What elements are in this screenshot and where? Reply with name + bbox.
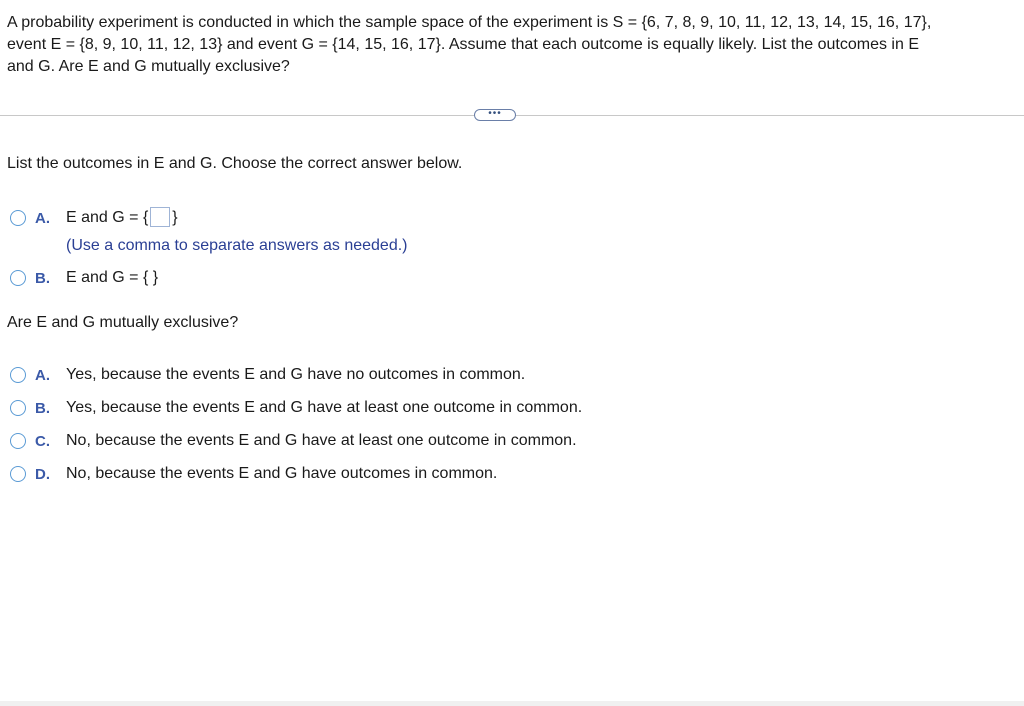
option-letter: A. [35, 209, 50, 227]
answer-input-box[interactable] [150, 207, 170, 227]
radio-button-icon[interactable] [10, 400, 26, 416]
radio-button-icon[interactable] [10, 270, 26, 286]
option-text: Yes, because the events E and G have no outcomes in common. [66, 366, 526, 383]
option-text-after: } [172, 209, 178, 227]
option-text: Yes, because the events E and G have at least one outcome in common. [66, 399, 583, 416]
question-line-1: A probability experiment is conducted in which the sample space of the experiment is S = {6, 7, 8, 9, 10, 11, 12, 13, 14, 15, 16, 17}, [7, 14, 932, 31]
part2-option-d[interactable] [10, 463, 497, 485]
question-text [7, 12, 1017, 78]
radio-button-icon[interactable] [10, 210, 26, 226]
radio-button-icon[interactable] [10, 367, 26, 383]
question-line-3: and G. Are E and G mutually exclusive? [7, 58, 290, 75]
option-text: No, because the events E and G have outcomes in common. [66, 465, 498, 482]
radio-button-icon[interactable] [10, 466, 26, 482]
option-letter: B. [35, 399, 50, 417]
option-text: E and G = { } [66, 269, 159, 286]
part1-option-b[interactable] [10, 267, 158, 289]
option-letter: A. [35, 366, 50, 384]
part2-prompt: Are E and G mutually exclusive? [7, 314, 239, 331]
part2-option-b[interactable] [10, 397, 582, 419]
part2-option-a[interactable] [10, 364, 525, 386]
part1-option-a[interactable] [10, 207, 178, 229]
option-letter: D. [35, 465, 50, 483]
part1-prompt: List the outcomes in E and G. Choose the correct answer below. [7, 155, 463, 172]
question-line-2: event E = {8, 9, 10, 11, 12, 13} and event G = {14, 15, 16, 17}. Assume that each outcome is equally likely. List the outcomes in E [7, 36, 919, 53]
option-text [66, 208, 178, 228]
more-options-button[interactable]: ••• [474, 109, 516, 121]
option-letter: B. [35, 269, 50, 287]
option-letter: C. [35, 432, 50, 450]
bottom-bar [0, 701, 1024, 706]
input-hint: (Use a comma to separate answers as needed.) [66, 237, 408, 254]
option-text: No, because the events E and G have at least one outcome in common. [66, 432, 577, 449]
part2-option-c[interactable] [10, 430, 577, 452]
radio-button-icon[interactable] [10, 433, 26, 449]
option-text-before: E and G = { [66, 209, 149, 227]
